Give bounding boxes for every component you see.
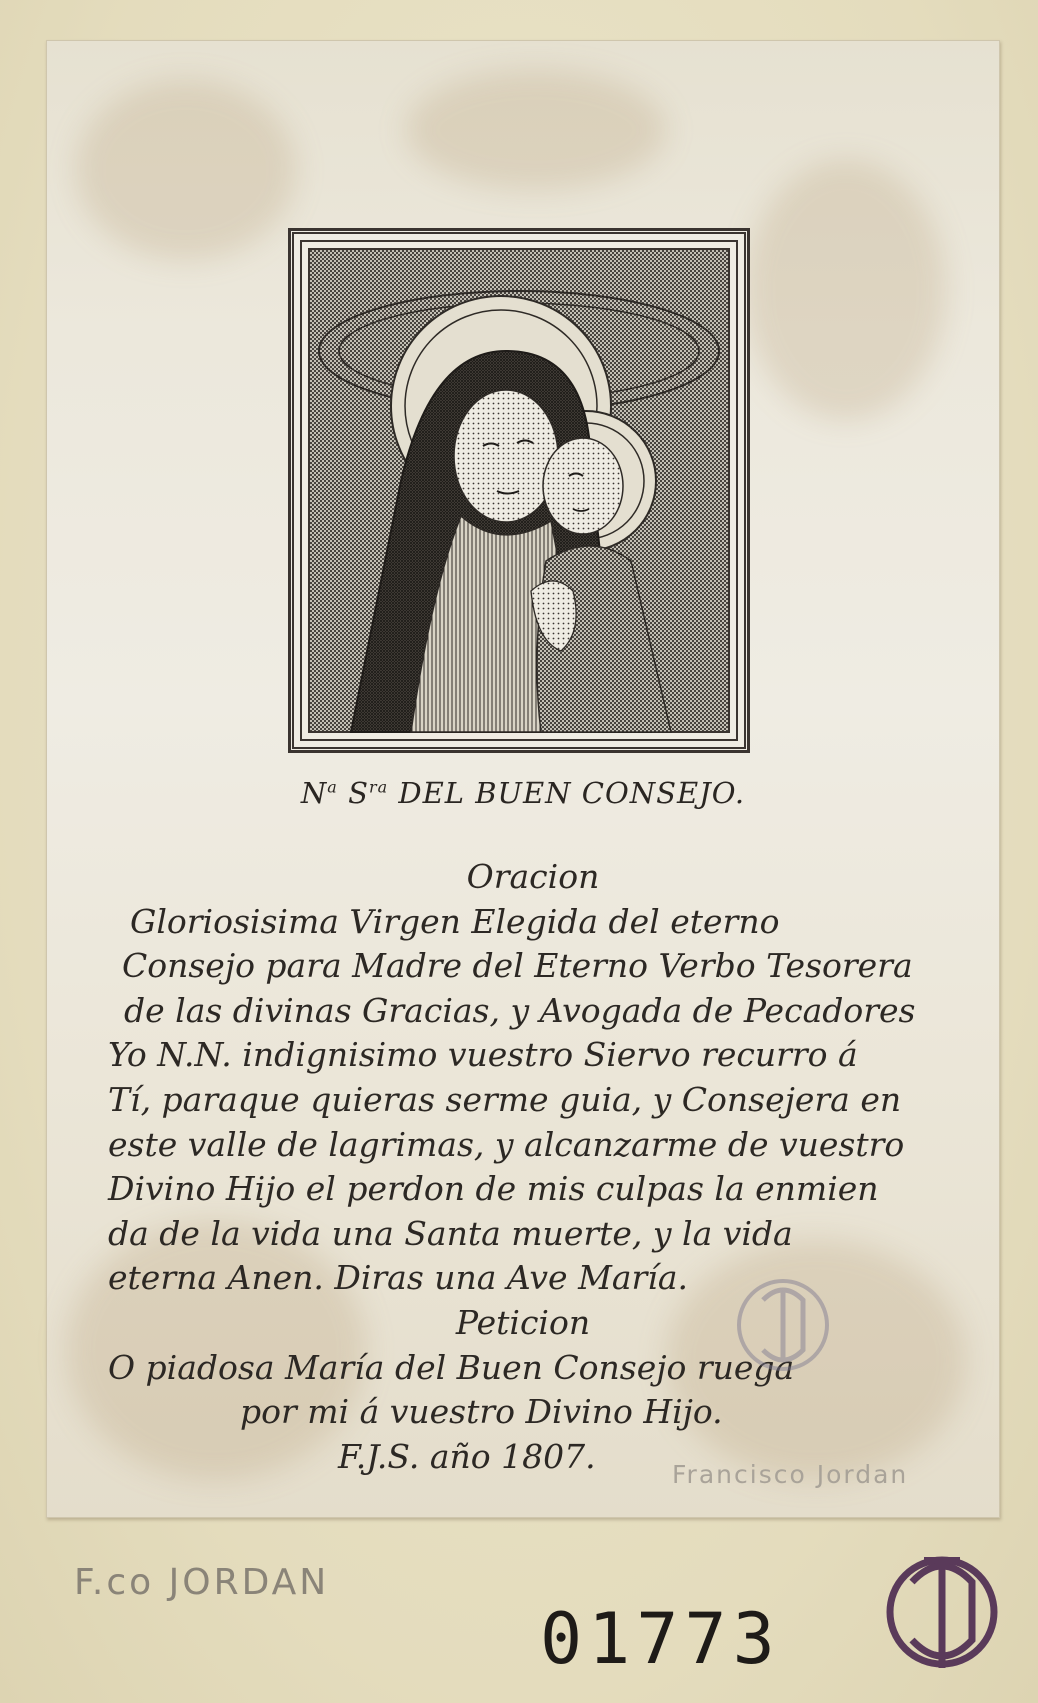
- inventory-number: 01773: [540, 1598, 781, 1680]
- engraving-caption: [46, 776, 1000, 810]
- madonna-and-child-image: [291, 231, 747, 750]
- print-signature: F.J.S. año 1807.: [338, 1436, 596, 1476]
- prayer-line: eterna Anen. Diras una Ave María.: [108, 1258, 689, 1298]
- prayer-line: Consejo para Madre del Eterno Verbo Tesorera: [122, 946, 913, 986]
- prayer-line: de las divinas Gracias, y Avogada de Pecadores: [124, 990, 916, 1030]
- collection-stamp-icon: [872, 1540, 1012, 1684]
- petition-line: O piadosa María del Buen Consejo ruega: [108, 1347, 795, 1387]
- prayer-line: da de la vida una Santa muerte, y la vida: [108, 1213, 793, 1253]
- mount-pencil-signature: F.co JORDAN: [74, 1562, 330, 1603]
- paper-stain: [406, 70, 666, 190]
- madonna-engraving: [288, 228, 750, 753]
- caption-prefix-s: S: [348, 776, 369, 810]
- prayer-line: este valle de lagrimas, y alcanzarme de vuestro: [108, 1124, 905, 1164]
- paper-stain: [76, 80, 296, 260]
- caption-prefix-s-sup: ra: [368, 777, 389, 797]
- paper-stain: [746, 160, 946, 420]
- caption-title: DEL BUEN CONSEJO.: [398, 776, 746, 810]
- prayer-line: Gloriosisima Virgen Elegida del eterno: [130, 901, 780, 941]
- prayer-line: Tí, paraque quieras serme guia, y Consejera en: [108, 1079, 902, 1119]
- faint-stamp-icon: [728, 1270, 838, 1384]
- caption-prefix-n-sup: a: [327, 777, 338, 797]
- petition-line: por mi á vuestro Divino Hijo.: [240, 1392, 723, 1432]
- petition-heading: Peticion: [455, 1302, 591, 1342]
- prayer-line: Yo N.N. indignisimo vuestro Siervo recurro á: [108, 1035, 858, 1075]
- prayer-heading: Oracion: [466, 857, 600, 896]
- caption-prefix-n: N: [300, 776, 328, 810]
- faint-pencil-signature: Francisco Jordan: [672, 1460, 909, 1489]
- prayer-text: [108, 855, 928, 1479]
- prayer-line: Divino Hijo el perdon de mis culpas la enmien: [108, 1169, 879, 1209]
